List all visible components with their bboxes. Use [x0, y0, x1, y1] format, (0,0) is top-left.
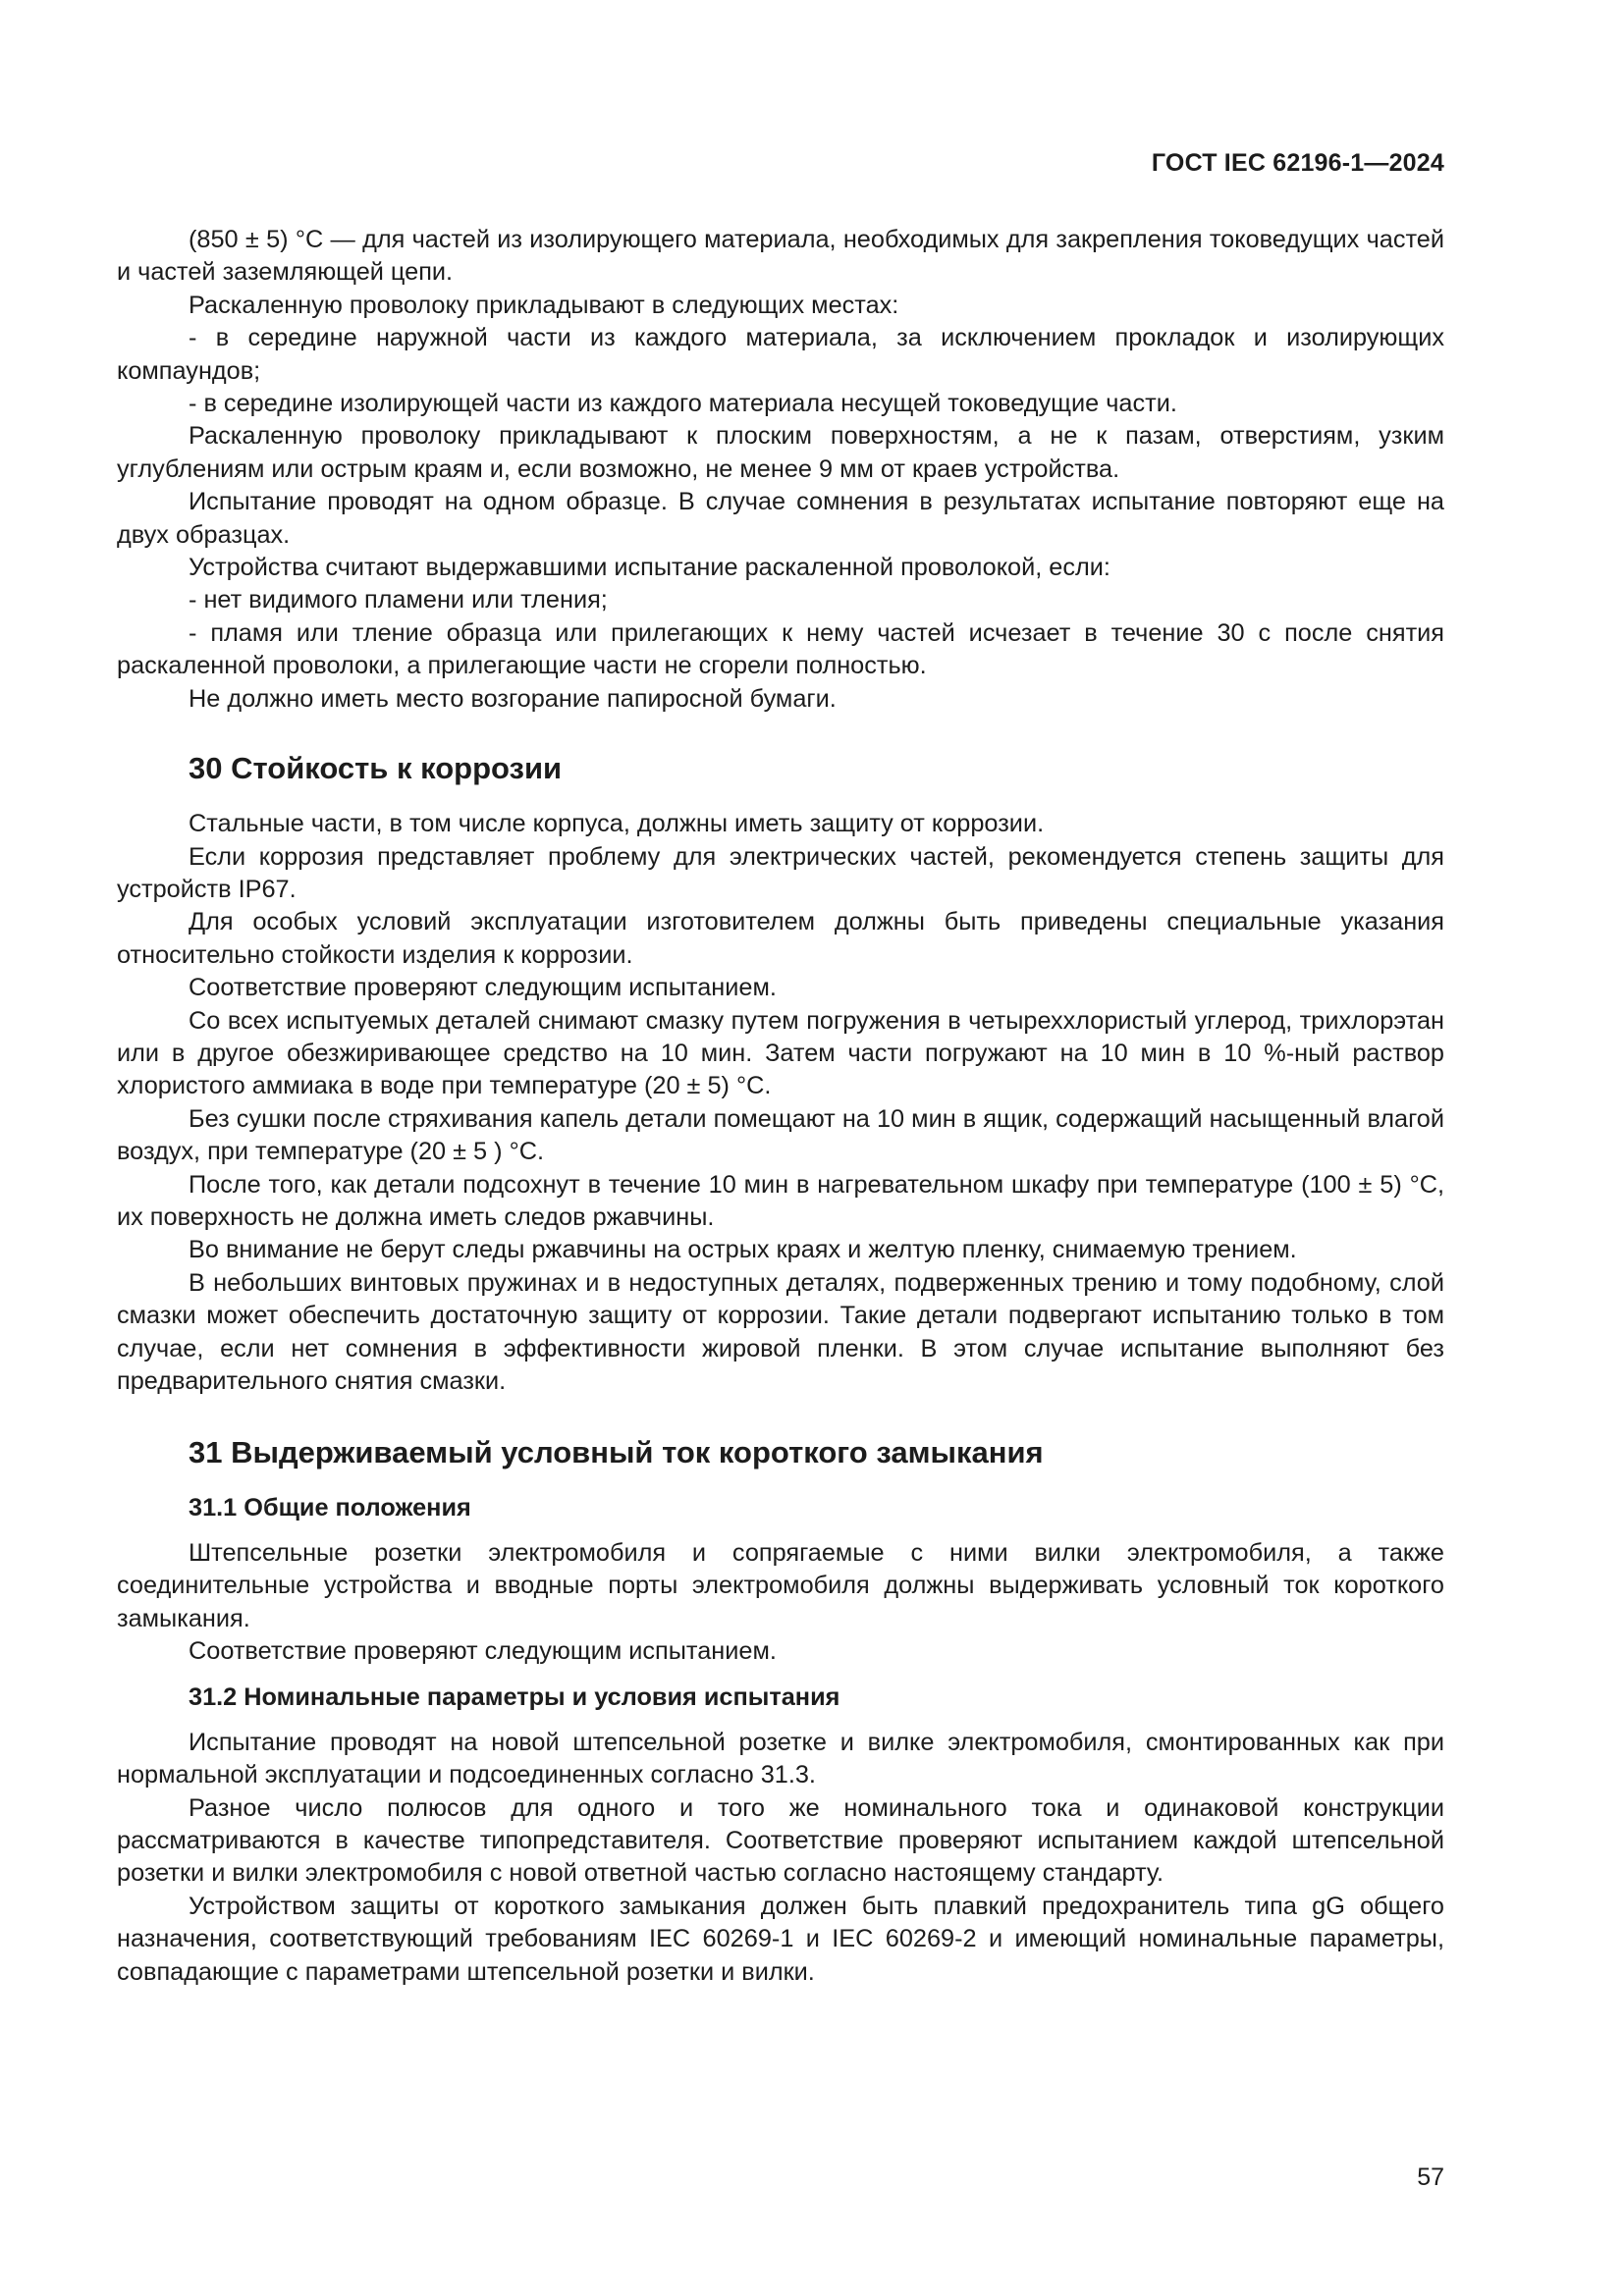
- paragraph: Раскаленную проволоку прикладывают в следующих местах:: [189, 291, 899, 319]
- paragraph: Разное число полюсов для одного и того же номинального тока и одинаковой конструкции рассматриваются в качестве типопредставителя. Соответствие проверяют испытанием каждой штепсельной розетки и вилки электромобиля с новой ответной частью согласно настоящему стандарту.: [117, 1793, 1444, 1888]
- paragraph: Со всех испытуемых деталей снимают смазку путем погружения в четыреххлористый углерод, трихлорэтан или в другое обезжиривающее средство на 10 мин. Затем части погружают на 10 мин в 10 %-ный раствор хлористого аммиака в воде при температуре (20 ± 5) °С.: [117, 1006, 1444, 1100]
- paragraph: После того, как детали подсохнут в течение 10 мин в нагревательном шкафу при температуре (100 ± 5) °С, их поверхность не должна иметь следов ржавчины.: [117, 1170, 1444, 1231]
- section-30-heading: 30 Стойкость к коррозии: [189, 751, 563, 786]
- paragraph: Без сушки после стряхивания капель детали помещают на 10 мин в ящик, содержащий насыщенный влагой воздух, при температуре (20 ± 5 ) °С.: [117, 1104, 1444, 1166]
- paragraph: Во внимание не берут следы ржавчины на острых краях и желтую пленку, снимаемую трением.: [189, 1236, 1297, 1264]
- paragraph: Испытание проводят на одном образце. В случае сомнения в результатах испытание повторяют еще на двух образцах.: [117, 488, 1444, 549]
- paragraph: Штепсельные розетки электромобиля и сопрягаемые с ними вилки электромобиля, а также соединительные устройства и вводные порты электромобиля должны выдерживать условный ток короткого замыкания.: [117, 1538, 1444, 1632]
- page-number: 57: [1417, 2163, 1444, 2191]
- section-31-heading: 31 Выдерживаемый условный ток короткого замыкания: [189, 1435, 1044, 1470]
- document-header: ГОСТ IEC 62196-1—2024: [1151, 149, 1444, 177]
- page-content: [117, 224, 1444, 1989]
- list-item: - в середине изолирующей части из каждого материала несущей токоведущие части.: [189, 390, 1177, 418]
- paragraph: Соответствие проверяют следующим испытанием.: [189, 1637, 777, 1666]
- list-item: - пламя или тление образца или прилегающих к нему частей исчезает в течение 30 с после снятия раскаленной проволоки, а прилегающие части не сгорели полностью.: [117, 618, 1444, 680]
- paragraph: В небольших винтовых пружинах и в недоступных деталях, подверженных трению и тому подобному, слой смазки может обеспечить достаточную защиту от коррозии. Такие детали подвергают испытанию только в том случае, если нет сомнения в эффективности жировой пленки. В этом случае испытание выполняют без предварительного снятия смазки.: [117, 1268, 1444, 1395]
- paragraph: (850 ± 5) °С — для частей из изолирующего материала, необходимых для закрепления токоведущих частей и частей заземляющей цепи.: [117, 226, 1444, 287]
- list-item: - нет видимого пламени или тления;: [189, 586, 608, 614]
- paragraph: Если коррозия представляет проблему для электрических частей, рекомендуется степень защиты для устройств IP67.: [117, 842, 1444, 903]
- paragraph: Не должно иметь место возгорание папиросной бумаги.: [189, 684, 837, 713]
- paragraph: Испытание проводят на новой штепсельной розетке и вилке электромобиля, смонтированных как при нормальной эксплуатации и подсоединенных согласно 31.3.: [117, 1728, 1444, 1789]
- paragraph: Стальные части, в том числе корпуса, должны иметь защиту от коррозии.: [189, 810, 1045, 838]
- paragraph: Устройством защиты от короткого замыкания должен быть плавкий предохранитель типа gG общего назначения, соответствующий требованиям IEC 60269-1 и IEC 60269-2 и имеющий номинальные параметры, совпадающие с параметрами штепсельной розетки и вилки.: [117, 1892, 1444, 1986]
- paragraph: Устройства считают выдержавшими испытание раскаленной проволокой, если:: [189, 554, 1110, 582]
- list-item: - в середине наружной части из каждого материала, за исключением прокладок и изолирующих компаундов;: [117, 324, 1444, 385]
- paragraph: Раскаленную проволоку прикладывают к плоским поверхностям, а не к пазам, отверстиям, узким углублениям или острым краям и, если возможно, не менее 9 мм от краев устройства.: [117, 422, 1444, 483]
- subsection-31-2-heading: 31.2 Номинальные параметры и условия испытания: [189, 1683, 840, 1712]
- subsection-31-1-heading: 31.1 Общие положения: [189, 1494, 471, 1522]
- paragraph: Соответствие проверяют следующим испытанием.: [189, 974, 777, 1002]
- paragraph: Для особых условий эксплуатации изготовителем должны быть приведены специальные указания относительно стойкости изделия к коррозии.: [117, 908, 1444, 969]
